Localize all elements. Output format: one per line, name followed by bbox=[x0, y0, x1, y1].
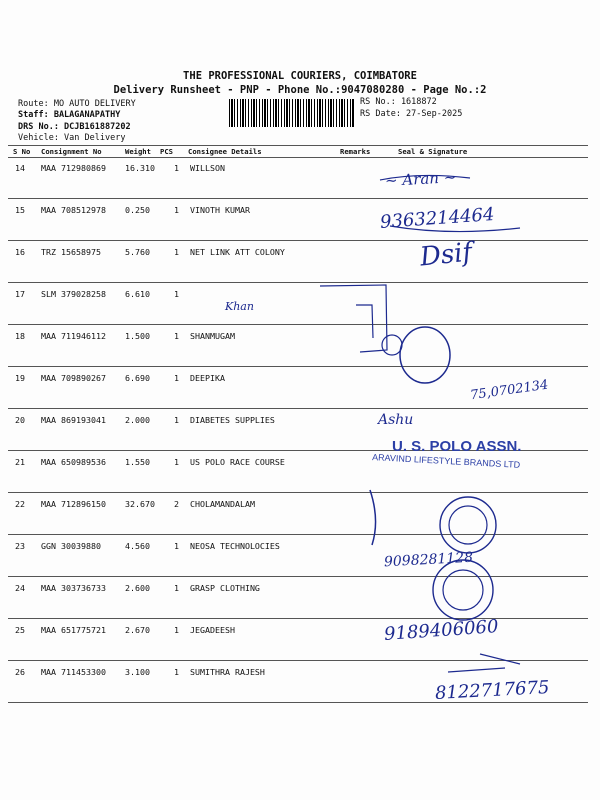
row-consignee: SUMITHRA RAJESH bbox=[190, 667, 265, 677]
row-weight: 0.250 bbox=[125, 205, 150, 215]
header-top-line bbox=[8, 145, 588, 146]
row-divider bbox=[8, 366, 588, 367]
row-sno: 26 bbox=[15, 667, 25, 677]
row-consignment: MAA 708512978 bbox=[41, 205, 106, 215]
row-consignment: SLM 379028258 bbox=[41, 289, 106, 299]
stamp-brand: U. S. POLO ASSN. bbox=[392, 438, 522, 455]
stamp-company: ARAVIND LIFESTYLE BRANDS LTD bbox=[371, 452, 521, 470]
row-consignment: MAA 712980869 bbox=[41, 163, 106, 173]
row-consignment: MAA 303736733 bbox=[41, 583, 106, 593]
row-pcs: 1 bbox=[174, 667, 179, 677]
row-sno: 17 bbox=[15, 289, 25, 299]
row-divider bbox=[8, 324, 588, 325]
round-stamp-row22 bbox=[440, 497, 496, 553]
row-consignment: TRZ 15658975 bbox=[41, 247, 101, 257]
row-pcs: 1 bbox=[174, 541, 179, 551]
row-consignment: MAA 711946112 bbox=[41, 331, 106, 341]
row-consignment: MAA 869193041 bbox=[41, 415, 106, 425]
row-sno: 21 bbox=[15, 457, 25, 467]
row-consignee: WILLSON bbox=[190, 163, 225, 173]
row-divider bbox=[8, 618, 588, 619]
row-divider bbox=[8, 702, 588, 703]
handwriting-row15: 9363214464 bbox=[379, 204, 496, 233]
row-sno: 22 bbox=[15, 499, 25, 509]
row-weight: 5.760 bbox=[125, 247, 150, 257]
row-weight: 16.310 bbox=[125, 163, 155, 173]
row-consignee: JEGADEESH bbox=[190, 625, 235, 635]
row-divider bbox=[8, 282, 588, 283]
row-divider bbox=[8, 660, 588, 661]
row-consignee: NEOSA TECHNOLOCIES bbox=[190, 541, 280, 551]
row-weight: 2.670 bbox=[125, 625, 150, 635]
row-weight: 2.600 bbox=[125, 583, 150, 593]
row-pcs: 1 bbox=[174, 625, 179, 635]
row-sno: 23 bbox=[15, 541, 25, 551]
row-weight: 6.690 bbox=[125, 373, 150, 383]
company-title: THE PROFESSIONAL COURIERS, COIMBATORE bbox=[183, 70, 417, 82]
col-sno: S No bbox=[13, 147, 31, 156]
col-weight: Weight bbox=[125, 147, 151, 156]
row-consignee: DEEPIKA bbox=[190, 373, 225, 383]
row-weight: 6.610 bbox=[125, 289, 150, 299]
drs-label: DRS No.: DCJB161887202 bbox=[18, 122, 131, 132]
row-divider bbox=[8, 534, 588, 535]
col-remarks: Remarks bbox=[340, 147, 371, 156]
handwriting-row25: 9189406060 bbox=[383, 616, 500, 645]
rs-number: RS No.: 1618872 bbox=[360, 97, 437, 107]
runsheet-subtitle: Delivery Runsheet - PNP - Phone No.:9047080280 - Page No.:2 bbox=[113, 84, 487, 96]
row-divider bbox=[8, 492, 588, 493]
row-weight: 32.670 bbox=[125, 499, 155, 509]
col-seal: Seal & Signature bbox=[398, 147, 468, 156]
row-weight: 1.500 bbox=[125, 331, 150, 341]
col-consignee: Consignee Details bbox=[188, 147, 262, 156]
row-consignment: MAA 712896150 bbox=[41, 499, 106, 509]
row-weight: 3.100 bbox=[125, 667, 150, 677]
row-pcs: 1 bbox=[174, 247, 179, 257]
row-sno: 25 bbox=[15, 625, 25, 635]
bracket-mark bbox=[320, 285, 387, 352]
row-pcs: 1 bbox=[174, 583, 179, 593]
col-pcs: PCS bbox=[160, 147, 173, 156]
row-consignee: SHANMUGAM bbox=[190, 331, 235, 341]
handwriting-row19: 75,0702134 bbox=[469, 377, 550, 404]
row-consignee: DIABETES SUPPLIES bbox=[190, 415, 275, 425]
row-consignee: VINOTH KUMAR bbox=[190, 205, 250, 215]
row-pcs: 1 bbox=[174, 457, 179, 467]
row-consignee: NET LINK ATT COLONY bbox=[190, 247, 285, 257]
signature-row20: Ashu bbox=[378, 412, 414, 428]
row-consignment: MAA 711453300 bbox=[41, 667, 106, 677]
header-bottom-line bbox=[8, 157, 588, 158]
handwriting-row17: Khan bbox=[225, 300, 254, 313]
row-weight: 2.000 bbox=[125, 415, 150, 425]
row-consignee: US POLO RACE COURSE bbox=[190, 457, 285, 467]
circled-mark bbox=[382, 335, 402, 355]
row-consignment: MAA 651775721 bbox=[41, 625, 106, 635]
row-pcs: 1 bbox=[174, 331, 179, 341]
row-consignee: CHOLAMANDALAM bbox=[190, 499, 255, 509]
row-consignment: GGN 30039880 bbox=[41, 541, 101, 551]
row-pcs: 1 bbox=[174, 373, 179, 383]
barcode bbox=[229, 99, 355, 127]
signature-row14: ~ Aran ~ bbox=[384, 168, 457, 190]
row-divider bbox=[8, 408, 588, 409]
round-stamp-row24 bbox=[433, 560, 493, 620]
row-weight: 1.550 bbox=[125, 457, 150, 467]
row-pcs: 1 bbox=[174, 163, 179, 173]
row-sno: 18 bbox=[15, 331, 25, 341]
col-consignment: Consignment No bbox=[41, 147, 102, 156]
round-stamp-row18 bbox=[400, 327, 450, 383]
row-pcs: 2 bbox=[174, 499, 179, 509]
row-weight: 4.560 bbox=[125, 541, 150, 551]
row-consignment: MAA 709890267 bbox=[41, 373, 106, 383]
rs-date: RS Date: 27-Sep-2025 bbox=[360, 109, 463, 119]
row-sno: 24 bbox=[15, 583, 25, 593]
handwriting-row23: 9098281128 bbox=[383, 549, 474, 571]
row-consignee: GRASP CLOTHING bbox=[190, 583, 260, 593]
route-label: Route: MO AUTO DELIVERY bbox=[18, 99, 136, 109]
row-pcs: 1 bbox=[174, 205, 179, 215]
row-consignment: MAA 650989536 bbox=[41, 457, 106, 467]
row-pcs: 1 bbox=[174, 415, 179, 425]
signature-row16: Dsif bbox=[418, 237, 474, 273]
row-sno: 14 bbox=[15, 163, 25, 173]
vehicle-label: Vehicle: Van Delivery bbox=[18, 133, 126, 143]
row-sno: 15 bbox=[15, 205, 25, 215]
row-sno: 19 bbox=[15, 373, 25, 383]
row-divider bbox=[8, 198, 588, 199]
row-sno: 16 bbox=[15, 247, 25, 257]
row-divider bbox=[8, 576, 588, 577]
staff-label: Staff: BALAGANAPATHY bbox=[18, 110, 121, 120]
row-sno: 20 bbox=[15, 415, 25, 425]
row-divider bbox=[8, 240, 588, 241]
row-pcs: 1 bbox=[174, 289, 179, 299]
handwriting-row26: 8122717675 bbox=[434, 677, 551, 704]
